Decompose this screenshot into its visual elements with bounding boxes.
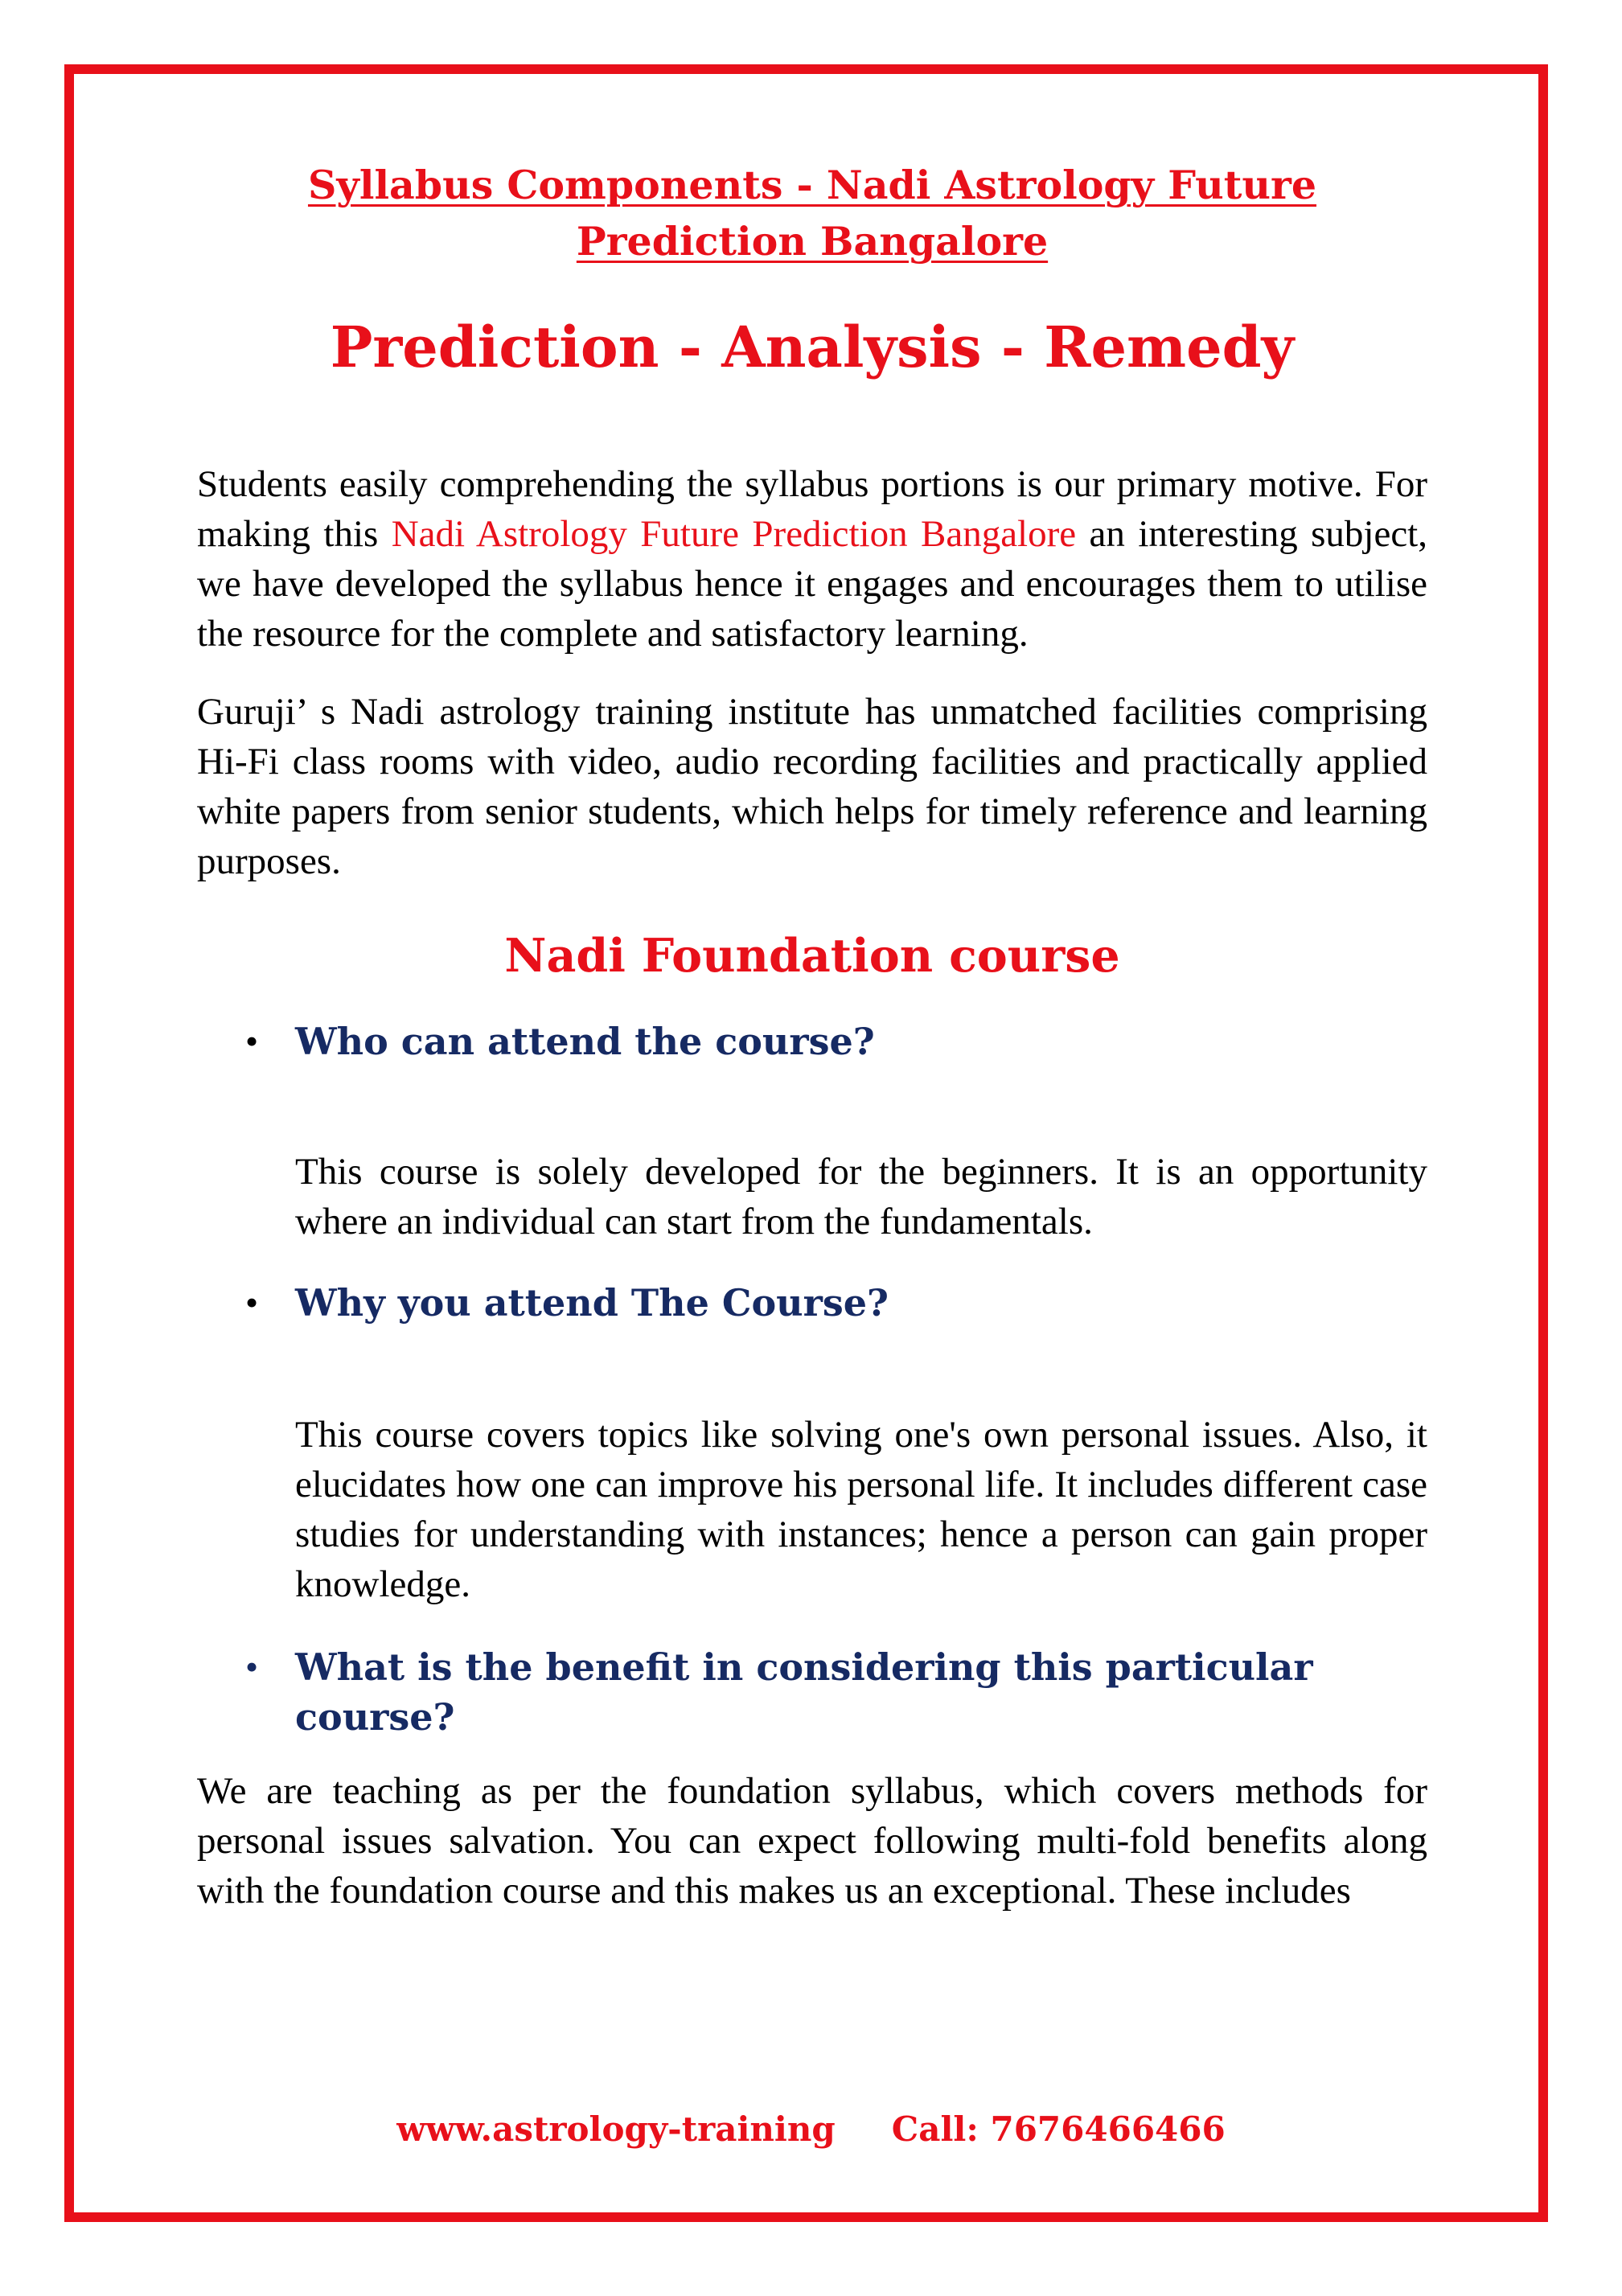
section-heading: Nadi Foundation course bbox=[504, 929, 1120, 983]
question-text: Why you attend The Course? bbox=[295, 1281, 889, 1325]
closing-paragraph: We are teaching as per the foundation syllabus, which covers methods for personal issues salvation. You can expect following multi-fold benefits along with the foundation course and this makes us an exceptional. These includes bbox=[197, 1770, 1427, 1912]
question-why-attend bbox=[197, 1278, 1427, 1328]
answer-why-attend: This course covers topics like solving one's own personal issues. Also, it elucidates how one can improve his personal life. It includes different case studies for understanding with instances; hence a person can gain proper knowledge. bbox=[295, 1414, 1427, 1605]
bullet-icon: • bbox=[245, 1021, 259, 1062]
page-content bbox=[197, 157, 1427, 1916]
title-line-1: Syllabus Components - Nadi Astrology Future bbox=[307, 162, 1317, 208]
intro-text-end: an interesting subject, we have developed the syllabus hence it engages and encourages them to utilise the resource for the complete and satisfactory learning. bbox=[197, 513, 1427, 655]
question-text: Who can attend the course? bbox=[295, 1020, 875, 1063]
intro-text-start: Students easily comprehending the syllabus portions is our primary motive. For making this bbox=[197, 463, 1427, 555]
footer bbox=[0, 2107, 1622, 2152]
question-text: What is the benefit in considering this particular course? bbox=[295, 1645, 1313, 1739]
answer-who-can-attend: This course is solely developed for the beginners. It is an opportunity where an individual can start from the fundamentals. bbox=[295, 1151, 1427, 1242]
bullet-icon: • bbox=[245, 1646, 259, 1687]
document-title bbox=[197, 157, 1427, 269]
facilities-paragraph: Guruji’ s Nadi astrology training institute has unmatched facilities comprising Hi-Fi class rooms with video, audio recording facilities and practically applied white papers from senior students, which helps for timely reference and learning purposes. bbox=[197, 691, 1427, 882]
call-number[interactable]: Call: 7676466466 bbox=[891, 2109, 1226, 2149]
nadi-astrology-link[interactable]: Nadi Astrology Future Prediction Bangalore bbox=[391, 513, 1077, 555]
question-who-can-attend bbox=[197, 1017, 1427, 1066]
website-link[interactable]: www.astrology-training bbox=[396, 2109, 836, 2149]
bullet-icon: • bbox=[245, 1282, 259, 1323]
title-line-2: Prediction Bangalore bbox=[576, 218, 1049, 265]
subtitle: Prediction - Analysis - Remedy bbox=[330, 314, 1295, 380]
question-benefit bbox=[197, 1642, 1427, 1742]
intro-paragraph bbox=[197, 459, 1427, 659]
